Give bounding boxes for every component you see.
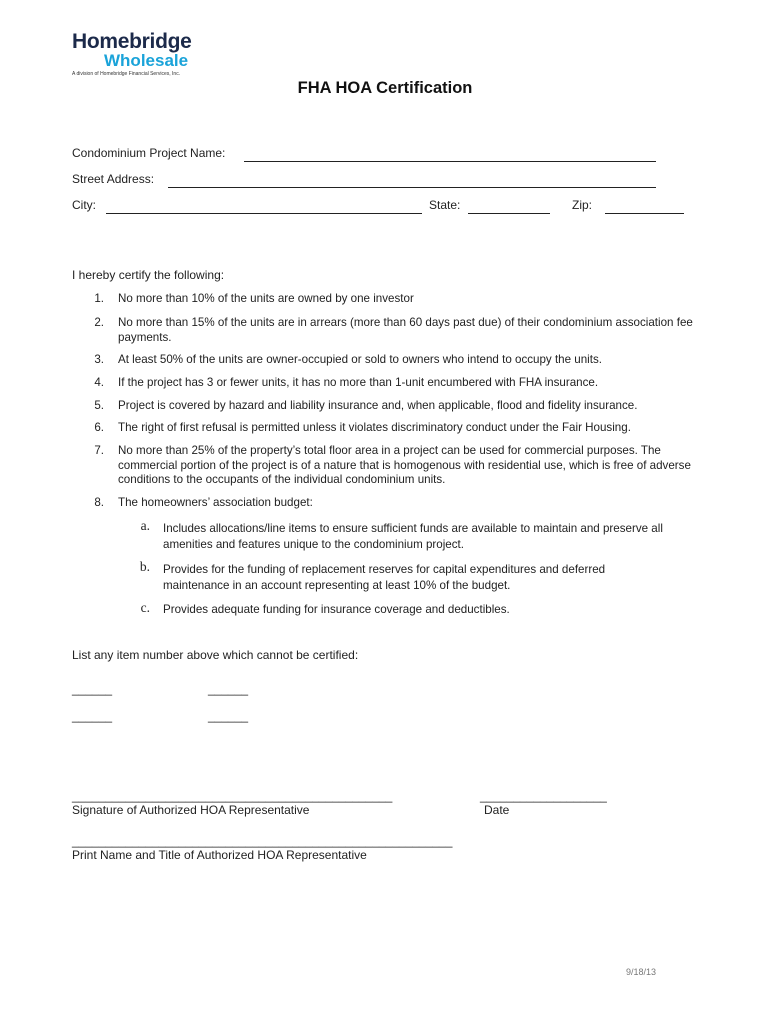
item-text: Project is covered by hazard and liability insurance and, when applicable, flood and fidelity insurance. (118, 399, 638, 412)
zip-field[interactable] (605, 213, 684, 214)
list-prompt: List any item number above which cannot be certified: (72, 648, 359, 662)
item-text: The right of first refusal is permitted unless it violates discriminatory conduct under the Fair Housing. (118, 421, 631, 434)
state-label: State: (429, 198, 461, 212)
item-blank-field[interactable]: ______ (208, 709, 249, 723)
item-text: No more than 15% of the units are in arrears (more than 60 days past due) of their condominium association fee payments. (118, 316, 693, 344)
item-blank-field[interactable]: ______ (72, 682, 113, 696)
date-line[interactable]: ___________________ (480, 789, 607, 803)
project-name-field[interactable] (244, 161, 656, 162)
company-logo-subname: Wholesale (104, 51, 189, 70)
city-field[interactable] (106, 213, 422, 214)
item-number: 2. (94, 316, 104, 329)
item-number: 1. (94, 292, 104, 305)
street-address-label: Street Address: (72, 172, 155, 186)
item-number: 7. (94, 444, 104, 457)
item-number: 3. (94, 353, 104, 366)
signature-line[interactable]: ________________________________________________ (72, 789, 393, 803)
item-text: The homeowners’ association budget: (118, 496, 313, 509)
print-name-line[interactable]: _________________________________________________________ (72, 834, 453, 848)
item-blank-field[interactable]: ______ (208, 682, 249, 696)
footer-date: 9/18/13 (626, 967, 657, 977)
subitem-letter: a. (140, 518, 150, 533)
item-blank-field[interactable]: ______ (72, 709, 113, 723)
subitem-text: Provides for the funding of replacement reserves for capital expenditures and deferred maintenance in an account representing at least 10% of the budget. (163, 563, 606, 592)
item-number: 4. (94, 376, 104, 389)
item-number: 8. (94, 496, 104, 509)
item-text: No more than 10% of the units are owned by one investor (118, 292, 414, 305)
zip-label: Zip: (572, 198, 593, 212)
company-logo-name: Homebridge (72, 30, 192, 53)
subitem-text: Provides adequate funding for insurance coverage and deductibles. (163, 603, 510, 616)
signature-label: Signature of Authorized HOA Representative (72, 803, 310, 817)
city-label: City: (72, 198, 96, 212)
certify-intro: I hereby certify the following: (72, 268, 225, 282)
item-number: 6. (94, 421, 104, 434)
date-label: Date (484, 803, 510, 817)
item-text: If the project has 3 or fewer units, it has no more than 1-unit encumbered with FHA insurance. (118, 376, 599, 389)
subitem-letter: b. (139, 559, 150, 574)
item-text: No more than 25% of the property’s total floor area in a project can be used for commercial purposes. The commercial portion of the project is of a nature that is homogenous with residential use, which is free of adverse conditions to the occupants of the individual condominium units. (118, 444, 691, 486)
project-name-label: Condominium Project Name: (72, 146, 226, 160)
print-name-label: Print Name and Title of Authorized HOA Representative (72, 848, 367, 862)
subitem-text: Includes allocations/line items to ensure sufficient funds are available to maintain and preserve all amenities and features unique to the condominium project. (163, 522, 663, 551)
state-field[interactable] (468, 213, 550, 214)
form-title: FHA HOA Certification (297, 79, 473, 97)
item-number: 5. (94, 399, 104, 412)
item-text: At least 50% of the units are owner-occupied or sold to owners who intend to occupy the units. (118, 353, 602, 366)
company-tagline: A division of Homebridge Financial Services, Inc. (72, 71, 181, 77)
street-address-field[interactable] (168, 187, 656, 188)
subitem-letter: c. (140, 600, 150, 615)
